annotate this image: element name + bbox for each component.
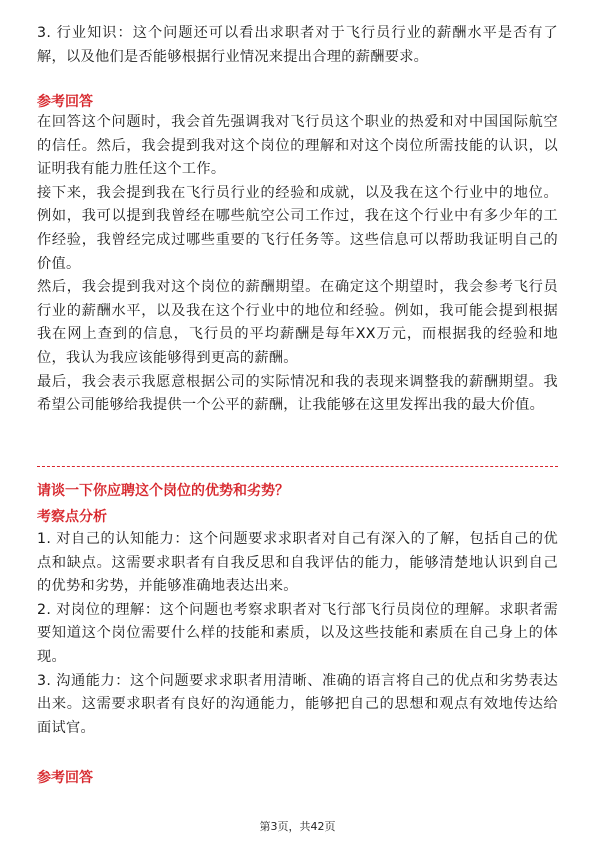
- reference-paragraph: 然后，我会提到我对这个岗位的薪酬期望。在确定这个期望时，我会参考飞行员行业的薪酬水平，以及我在这个行业中的地位和经验。例如，我可能会提到根据我在网上查到的信息，飞行员的平均薪酬是每年XX万元，而根据我的经验和地位，我认为我应该能够得到更高的薪酬。: [37, 279, 558, 366]
- analysis-item: 3. 沟通能力：这个问题要求求职者用清晰、准确的语言将自己的优点和劣势表达出来。这需要求职者有良好的沟通能力，能够把自己的思想和观点有效地传达给面试官。: [37, 672, 558, 736]
- reference-answer-body: [37, 111, 558, 418]
- analysis-section: [37, 507, 558, 527]
- reference-answer-2-section: [37, 768, 558, 788]
- item-3-text: 3. 行业知识：这个问题还可以看出求职者对于飞行员行业的薪酬水平是否有了解，以及他们是否能够根据行业情况来提出合理的薪酬要求。: [37, 25, 558, 65]
- section-divider: [37, 466, 558, 467]
- analysis-heading: 考察点分析: [37, 509, 107, 525]
- question-title: 请谈一下你应聘这个岗位的优势和劣势？: [37, 483, 289, 499]
- reference-paragraph: 接下来，我会提到我在飞行员行业的经验和成就，以及我在这个行业中的地位。例如，我可以提到我曾经在哪些航空公司工作过，我在这个行业中有多少年的工作经验，我曾经完成过哪些重要的飞行任务等。这些信息可以帮助我证明自己的价值。: [37, 184, 558, 272]
- item-3-block: [37, 22, 558, 69]
- reference-answer-2-heading: 参考回答: [37, 770, 93, 786]
- reference-paragraph: 最后，我会表示我愿意根据公司的实际情况和我的表现来调整我的薪酬期望。我希望公司能够给我提供一个公平的薪酬，让我能够在这里发挥出我的最大价值。: [37, 373, 558, 414]
- reference-answer-heading: 参考回答: [37, 94, 93, 110]
- reference-paragraph: 在回答这个问题时，我会首先强调我对飞行员这个职业的热爱和对中国国际航空的信任。然后，我会提到我对这个岗位的理解和对这个岗位所需技能的认识，以证明我有能力胜任这个工作。: [37, 114, 558, 178]
- analysis-item: 2. 对岗位的理解：这个问题也考察求职者对飞行部飞行员岗位的理解。求职者需要知道这个岗位需要什么样的技能和素质，以及这些技能和素质在自己身上的体现。: [37, 601, 558, 665]
- question-block: [37, 481, 558, 501]
- analysis-item: 1. 对自己的认知能力：这个问题要求求职者对自己有深入的了解，包括自己的优点和缺点。这需要求职者有自我反思和自我评估的能力，能够清楚地认识到自己的优势和劣势，并能够准确地表达出来。: [37, 531, 558, 595]
- reference-answer-section: [37, 92, 558, 112]
- analysis-body: [37, 528, 558, 740]
- page-number: 第3页，共42页: [259, 820, 336, 833]
